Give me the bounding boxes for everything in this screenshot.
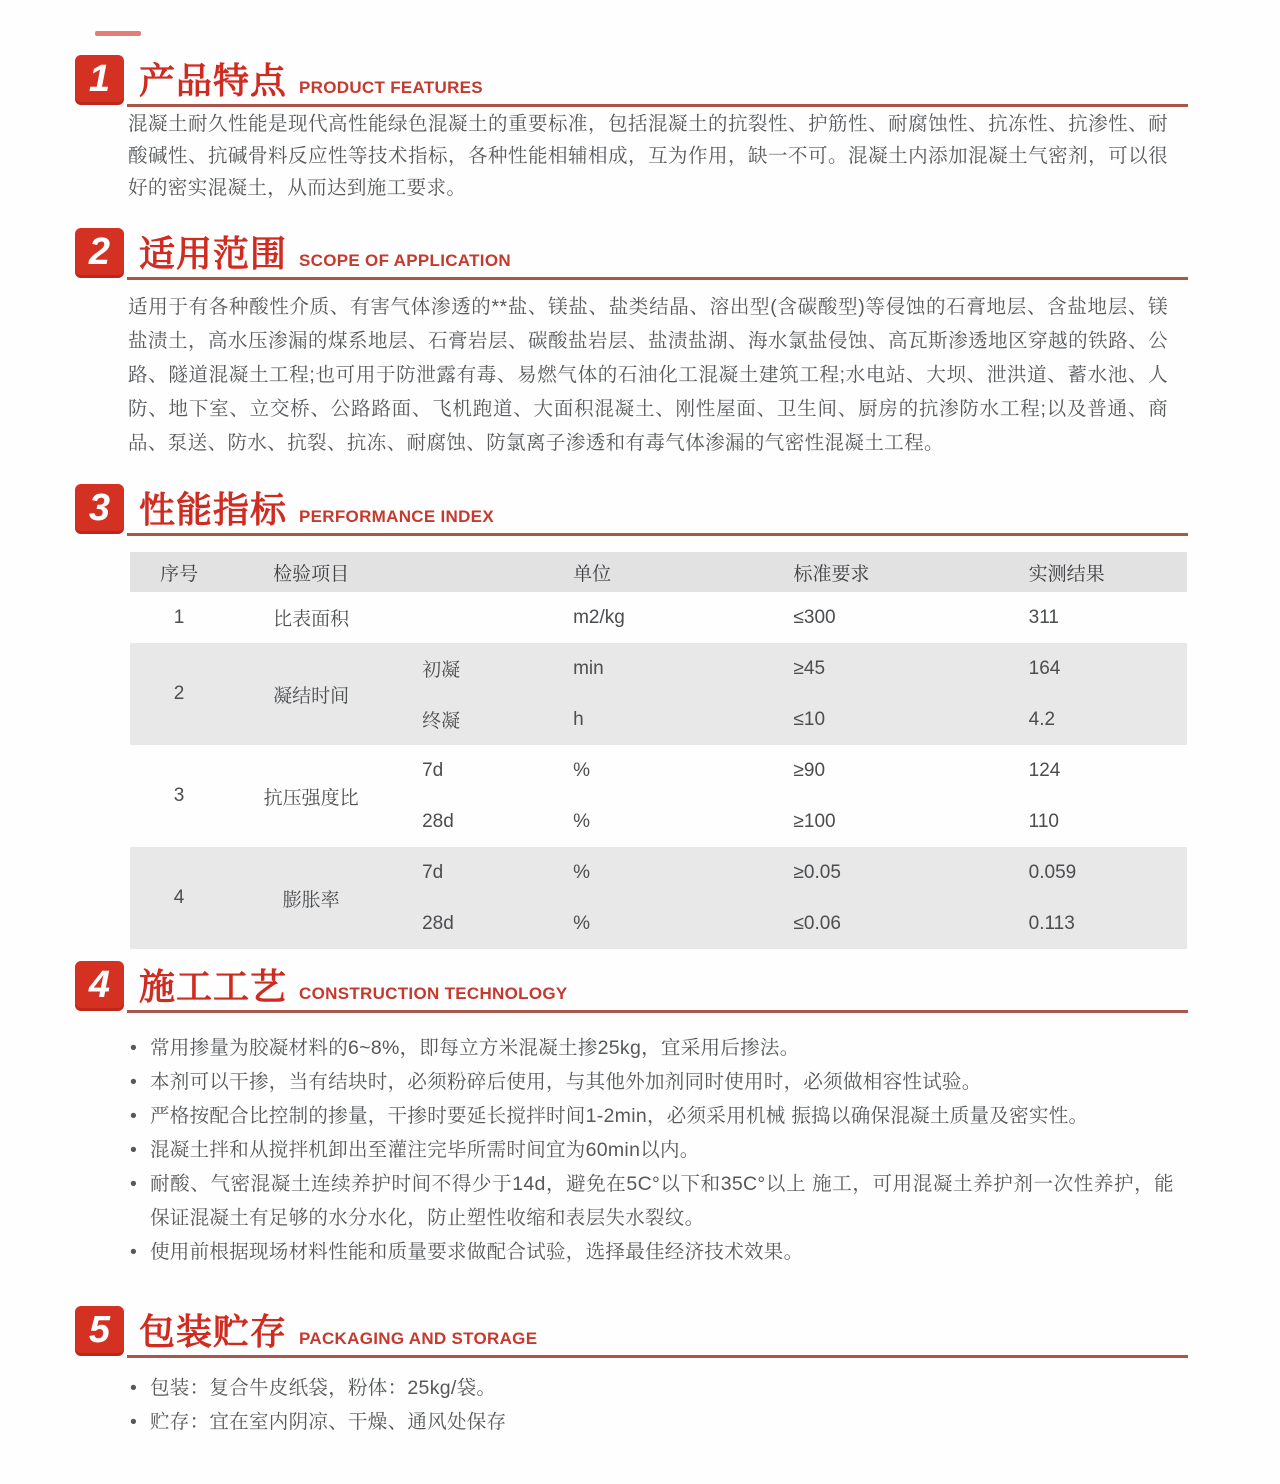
cell-subitem bbox=[394, 592, 538, 643]
cell-subitem: 初凝 bbox=[394, 643, 538, 694]
col-header-result: 实测结果 bbox=[997, 552, 1187, 592]
section-titles bbox=[139, 959, 568, 1010]
col-header-index: 序号 bbox=[130, 552, 228, 592]
section-title-en: PACKAGING AND STORAGE bbox=[299, 1329, 538, 1348]
section-number-badge: 4 bbox=[75, 961, 124, 1011]
section-title-zh: 产品特点 bbox=[139, 60, 288, 101]
cell-unit: % bbox=[573, 759, 591, 781]
section-underline bbox=[127, 277, 1188, 280]
cell-subitem: 7d bbox=[422, 759, 444, 781]
scope-of-application-paragraph: 适用于有各种酸性介质、有害气体渗透的**盐、镁盐、盐类结晶、溶出型(含碳酸型)等侵蚀的石膏地层、含盐地层、镁盐渍土，高水压渗漏的煤系地层、石膏岩层、碳酸盐岩层、盐渍盐湖、海水氯盐侵蚀、高瓦斯渗透地区穿越的铁路、公路、隧道混凝土工程;也可用于防泄露有毒、易燃气体的石油化工混凝土建筑工程;水电站、大坝、泄洪道、蓄水池、人防、地下室、立交桥、公路路面、飞机跑道、大面积混凝土、刚性屋面、卫生间、厨房的抗渗防水工程;以及普通、商品、泵送、防水、抗裂、抗冻、耐腐蚀、防氯离子渗透和有毒气体渗漏的气密性混凝土工程。 bbox=[128, 296, 1168, 454]
cell-item: 膨胀率 bbox=[228, 847, 394, 949]
cell-result: 311 bbox=[1028, 606, 1059, 628]
section-titles bbox=[139, 226, 511, 277]
cell-index: 1 bbox=[173, 606, 185, 628]
section-title-zh: 包装贮存 bbox=[139, 1311, 288, 1352]
cell-unit: % bbox=[573, 810, 591, 832]
cell-subitem: 28d bbox=[422, 810, 454, 832]
cell-index: 3 bbox=[173, 785, 185, 806]
section-header-construction-technology bbox=[75, 961, 1188, 1011]
table-header bbox=[130, 552, 1187, 592]
section-header-packaging-and-storage bbox=[75, 1306, 1188, 1356]
section-number-badge: 2 bbox=[75, 228, 124, 278]
section-underline bbox=[127, 1010, 1188, 1013]
col-header-item: 检验项目 bbox=[228, 552, 394, 592]
cell-item: 抗压强度比 bbox=[263, 787, 359, 809]
cell-standard: ≥90 bbox=[793, 759, 826, 781]
cell-unit: % bbox=[538, 898, 768, 949]
scan-artifact-mark bbox=[95, 31, 141, 36]
section-header-scope-of-application bbox=[75, 228, 1188, 278]
cell-standard: ≥100 bbox=[793, 810, 836, 832]
cell-result: 0.113 bbox=[997, 898, 1187, 949]
section-header-performance-index bbox=[75, 484, 1188, 534]
list-item: • 贮存：宜在室内阴凉、干燥、通风处保存 bbox=[128, 1405, 1174, 1439]
table-row bbox=[130, 847, 1187, 898]
cell-subitem: 7d bbox=[394, 847, 538, 898]
cell-unit: min bbox=[538, 643, 768, 694]
list-item: • 混凝土拌和从搅拌机卸出至灌注完毕所需时间宜为60min以内。 bbox=[128, 1133, 1174, 1167]
construction-technology-list bbox=[128, 1031, 1174, 1269]
table-row bbox=[130, 592, 1187, 643]
list-item: • 常用掺量为胶凝材料的6~8%，即每立方米混凝土掺25kg，宜采用后掺法。 bbox=[128, 1031, 1174, 1065]
cell-subitem: 终凝 bbox=[394, 694, 538, 745]
product-features-paragraph: 混凝土耐久性能是现代高性能绿色混凝土的重要标准，包括混凝土的抗裂性、护筋性、耐腐蚀性、抗冻性、抗渗性、耐酸碱性、抗碱骨料反应性等技术指标，各种性能相辅相成，互为作用，缺一不可。混凝土内添加混凝土气密剂，可以很好的密实混凝土，从而达到施工要求。 bbox=[128, 113, 1168, 199]
list-item: • 耐酸、气密混凝土连续养护时间不得少于14d，避免在5C°以下和35C°以上 施工，可用混凝土养护剂一次性养护，能保证混凝土有足够的水分水化，防止塑性收缩和表层失水裂纹。 bbox=[128, 1167, 1174, 1235]
cell-unit: m2/kg bbox=[573, 606, 625, 628]
list-item: • 使用前根据现场材料性能和质量要求做配合试验，选择最佳经济技术效果。 bbox=[128, 1235, 1174, 1269]
section-title-zh: 适用范围 bbox=[139, 233, 288, 274]
section-header-product-features bbox=[75, 55, 1188, 105]
list-item: • 包装：复合牛皮纸袋，粉体：25kg/袋。 bbox=[128, 1371, 1174, 1405]
cell-unit: h bbox=[538, 694, 768, 745]
cell-index: 2 bbox=[130, 643, 228, 745]
col-header-subitem bbox=[394, 552, 538, 592]
section-underline bbox=[127, 533, 1188, 536]
list-item: • 本剂可以干掺，当有结块时，必须粉碎后使用，与其他外加剂同时使用时，必须做相容性试验。 bbox=[128, 1065, 1174, 1099]
list-item: • 严格按配合比控制的掺量，干掺时要延长搅拌时间1-2min，必须采用机械 振捣以确保混凝土质量及密实性。 bbox=[128, 1099, 1174, 1133]
section-titles bbox=[139, 482, 494, 533]
cell-subitem: 28d bbox=[394, 898, 538, 949]
cell-standard: ≤0.06 bbox=[768, 898, 996, 949]
cell-index: 4 bbox=[130, 847, 228, 949]
section-title-en: SCOPE OF APPLICATION bbox=[299, 251, 511, 270]
table-header-row bbox=[130, 552, 1187, 592]
cell-result: 4.2 bbox=[997, 694, 1187, 745]
section-number-badge: 1 bbox=[75, 55, 124, 105]
section-underline bbox=[127, 104, 1188, 107]
cell-result: 124 bbox=[1028, 759, 1061, 781]
section-title-en: PERFORMANCE INDEX bbox=[299, 507, 494, 526]
performance-index-table bbox=[130, 552, 1187, 949]
section-number-badge: 5 bbox=[75, 1306, 124, 1356]
col-header-unit: 单位 bbox=[538, 552, 768, 592]
table-row bbox=[130, 745, 1187, 796]
section-title-zh: 施工工艺 bbox=[139, 966, 288, 1007]
cell-result: 110 bbox=[1028, 810, 1059, 832]
table-row bbox=[130, 643, 1187, 694]
cell-standard: ≤300 bbox=[793, 606, 836, 628]
cell-standard: ≥45 bbox=[768, 643, 996, 694]
cell-result: 0.059 bbox=[997, 847, 1187, 898]
section-titles bbox=[139, 53, 483, 104]
section-title-en: CONSTRUCTION TECHNOLOGY bbox=[299, 984, 568, 1003]
cell-standard: ≥0.05 bbox=[768, 847, 996, 898]
cell-result: 164 bbox=[997, 643, 1187, 694]
section-title-en: PRODUCT FEATURES bbox=[299, 78, 483, 97]
section-title-zh: 性能指标 bbox=[139, 489, 288, 530]
col-header-standard: 标准要求 bbox=[768, 552, 996, 592]
section-underline bbox=[127, 1355, 1188, 1358]
cell-item: 比表面积 bbox=[273, 609, 350, 630]
cell-unit: % bbox=[538, 847, 768, 898]
cell-standard: ≤10 bbox=[768, 694, 996, 745]
packaging-and-storage-list bbox=[128, 1371, 1174, 1439]
cell-item: 凝结时间 bbox=[228, 643, 394, 745]
section-titles bbox=[139, 1304, 537, 1355]
section-number-badge: 3 bbox=[75, 484, 124, 534]
